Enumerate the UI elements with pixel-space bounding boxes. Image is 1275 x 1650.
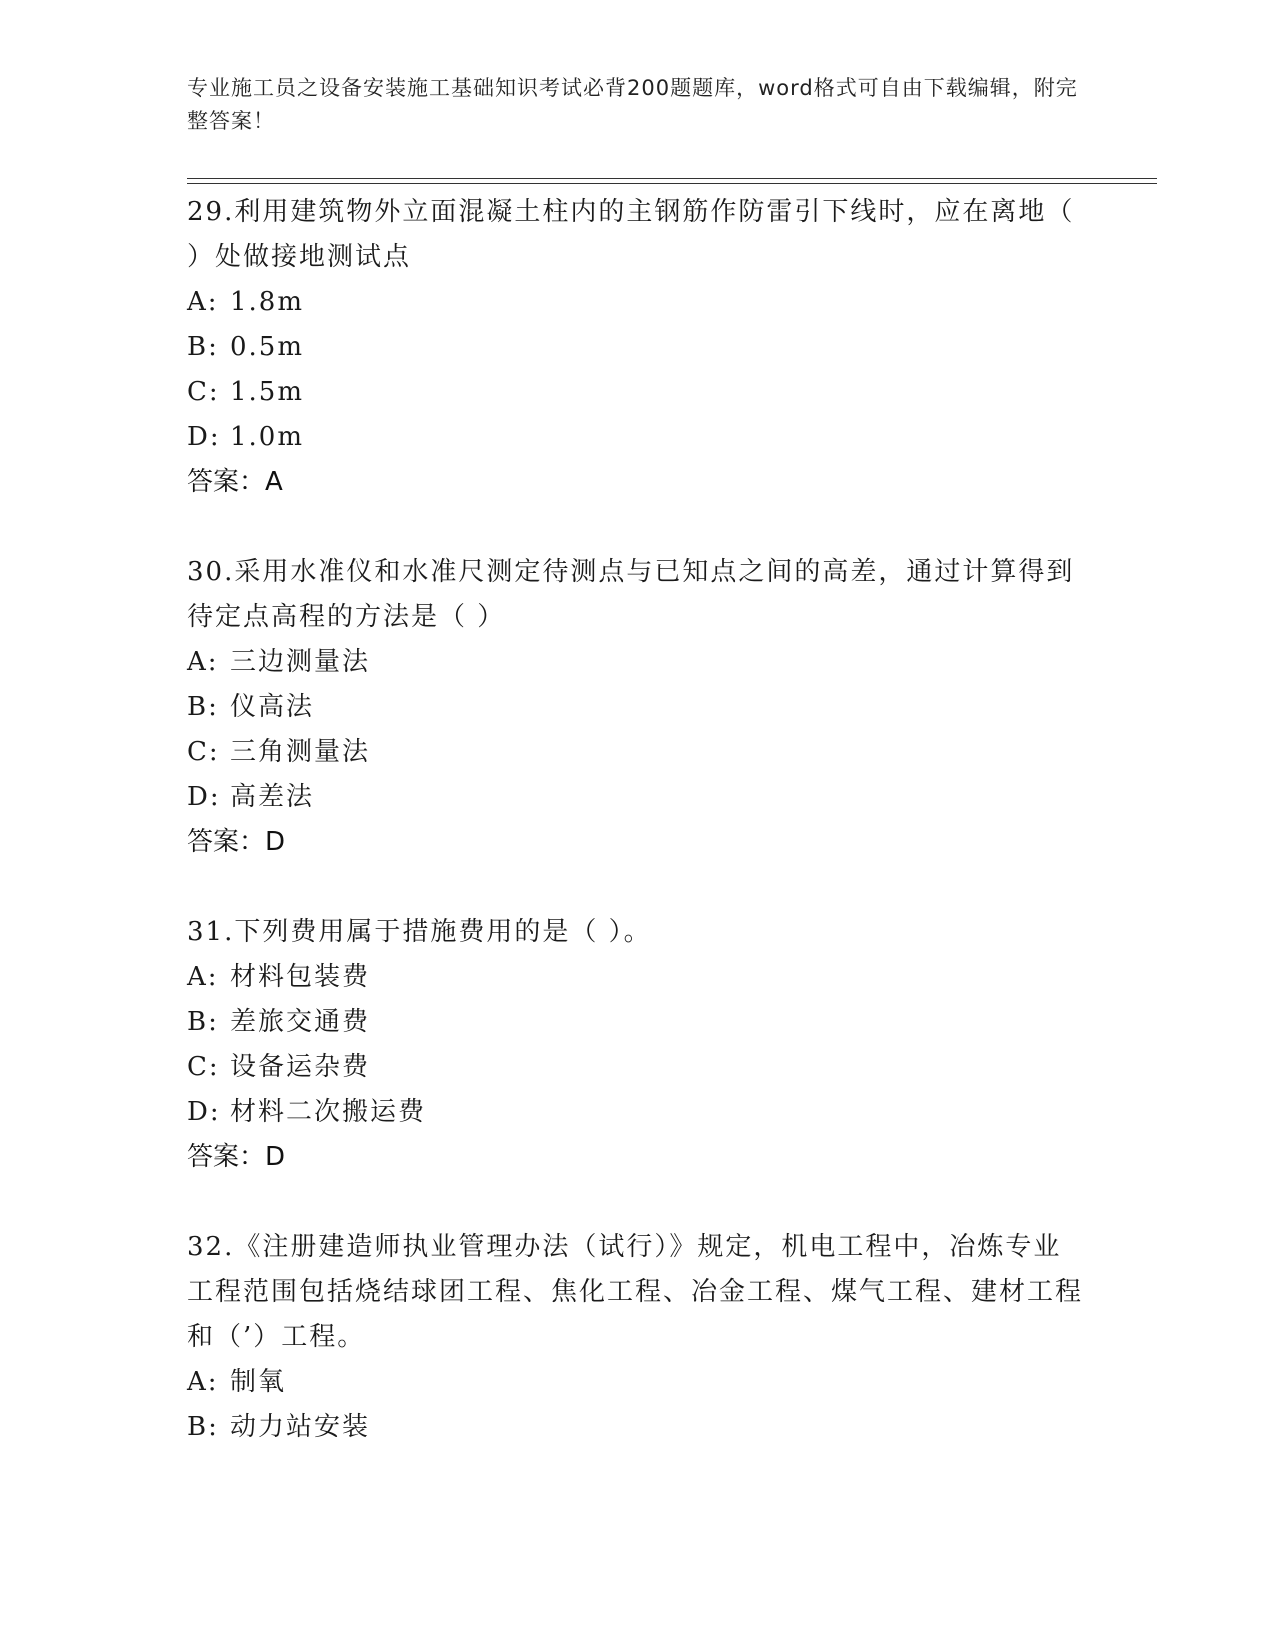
option-text: 制氧: [230, 1367, 287, 1397]
option-letter: B:: [187, 1007, 219, 1037]
spacer: [187, 1180, 1087, 1225]
option-b: [187, 325, 1087, 370]
question-text: 32.《注册建造师执业管理办法（试行）》规定，机电工程中，冶炼专业工程范围包括烧结球团工程、焦化工程、冶金工程、煤气工程、建材工程和（’）工程。: [187, 1232, 1084, 1352]
option-letter: A:: [187, 647, 219, 677]
option-letter: C:: [187, 377, 220, 407]
option-letter: D:: [187, 1097, 221, 1127]
option-letter: B:: [187, 1412, 219, 1442]
option-c: [187, 370, 1087, 415]
header-divider-bottom: [187, 183, 1157, 184]
option-text: 仪高法: [230, 692, 315, 722]
option-b: [187, 685, 1087, 730]
option-a: [187, 955, 1087, 1000]
option-letter: B:: [187, 332, 219, 362]
option-text: 动力站安装: [230, 1412, 371, 1442]
option-letter: C:: [187, 1052, 220, 1082]
option-b: [187, 1000, 1087, 1045]
option-text: 1.0m: [230, 422, 305, 452]
option-b: [187, 1405, 1087, 1450]
question-31: [187, 910, 1087, 1180]
option-letter: D:: [187, 422, 221, 452]
option-text: 高差法: [230, 782, 315, 812]
option-a: [187, 640, 1087, 685]
option-a: [187, 280, 1087, 325]
option-a: [187, 1360, 1087, 1405]
answer: 答案：D: [187, 827, 286, 857]
option-text: 三边测量法: [230, 647, 371, 677]
question-text: 30.采用水准仪和水准尺测定待测点与已知点之间的高差，通过计算得到待定点高程的方法是（ ）: [187, 557, 1075, 632]
document-header: [187, 72, 1087, 138]
option-c: [187, 1045, 1087, 1090]
spacer: [187, 865, 1087, 910]
question-text: 29.利用建筑物外立面混凝土柱内的主钢筋作防雷引下线时，应在离地（ ）处做接地测试点: [187, 197, 1075, 272]
option-text: 材料包装费: [230, 962, 371, 992]
option-text: 材料二次搬运费: [230, 1097, 427, 1127]
option-letter: C:: [187, 737, 220, 767]
question-30: [187, 550, 1087, 865]
option-text: 差旅交通费: [230, 1007, 371, 1037]
option-text: 0.5m: [230, 332, 305, 362]
header-divider-top: [187, 178, 1157, 179]
option-text: 设备运杂费: [230, 1052, 371, 1082]
question-list: [187, 190, 1087, 1450]
option-d: [187, 1090, 1087, 1135]
option-letter: A:: [187, 962, 219, 992]
question-32: [187, 1225, 1087, 1450]
option-d: [187, 775, 1087, 820]
option-d: [187, 415, 1087, 460]
option-text: 1.5m: [230, 377, 305, 407]
option-text: 1.8m: [230, 287, 305, 317]
option-letter: A:: [187, 1367, 219, 1397]
option-letter: D:: [187, 782, 221, 812]
spacer: [187, 505, 1087, 550]
question-29: [187, 190, 1087, 505]
option-c: [187, 730, 1087, 775]
answer: 答案：A: [187, 467, 283, 497]
question-text: 31.下列费用属于措施费用的是（ ）。: [187, 917, 652, 947]
option-text: 三角测量法: [230, 737, 371, 767]
answer: 答案：D: [187, 1142, 286, 1172]
option-letter: A:: [187, 287, 219, 317]
option-letter: B:: [187, 692, 219, 722]
header-title: 专业施工员之设备安装施工基础知识考试必背200题题库，word格式可自由下载编辑，附完整答案！: [187, 76, 1078, 133]
